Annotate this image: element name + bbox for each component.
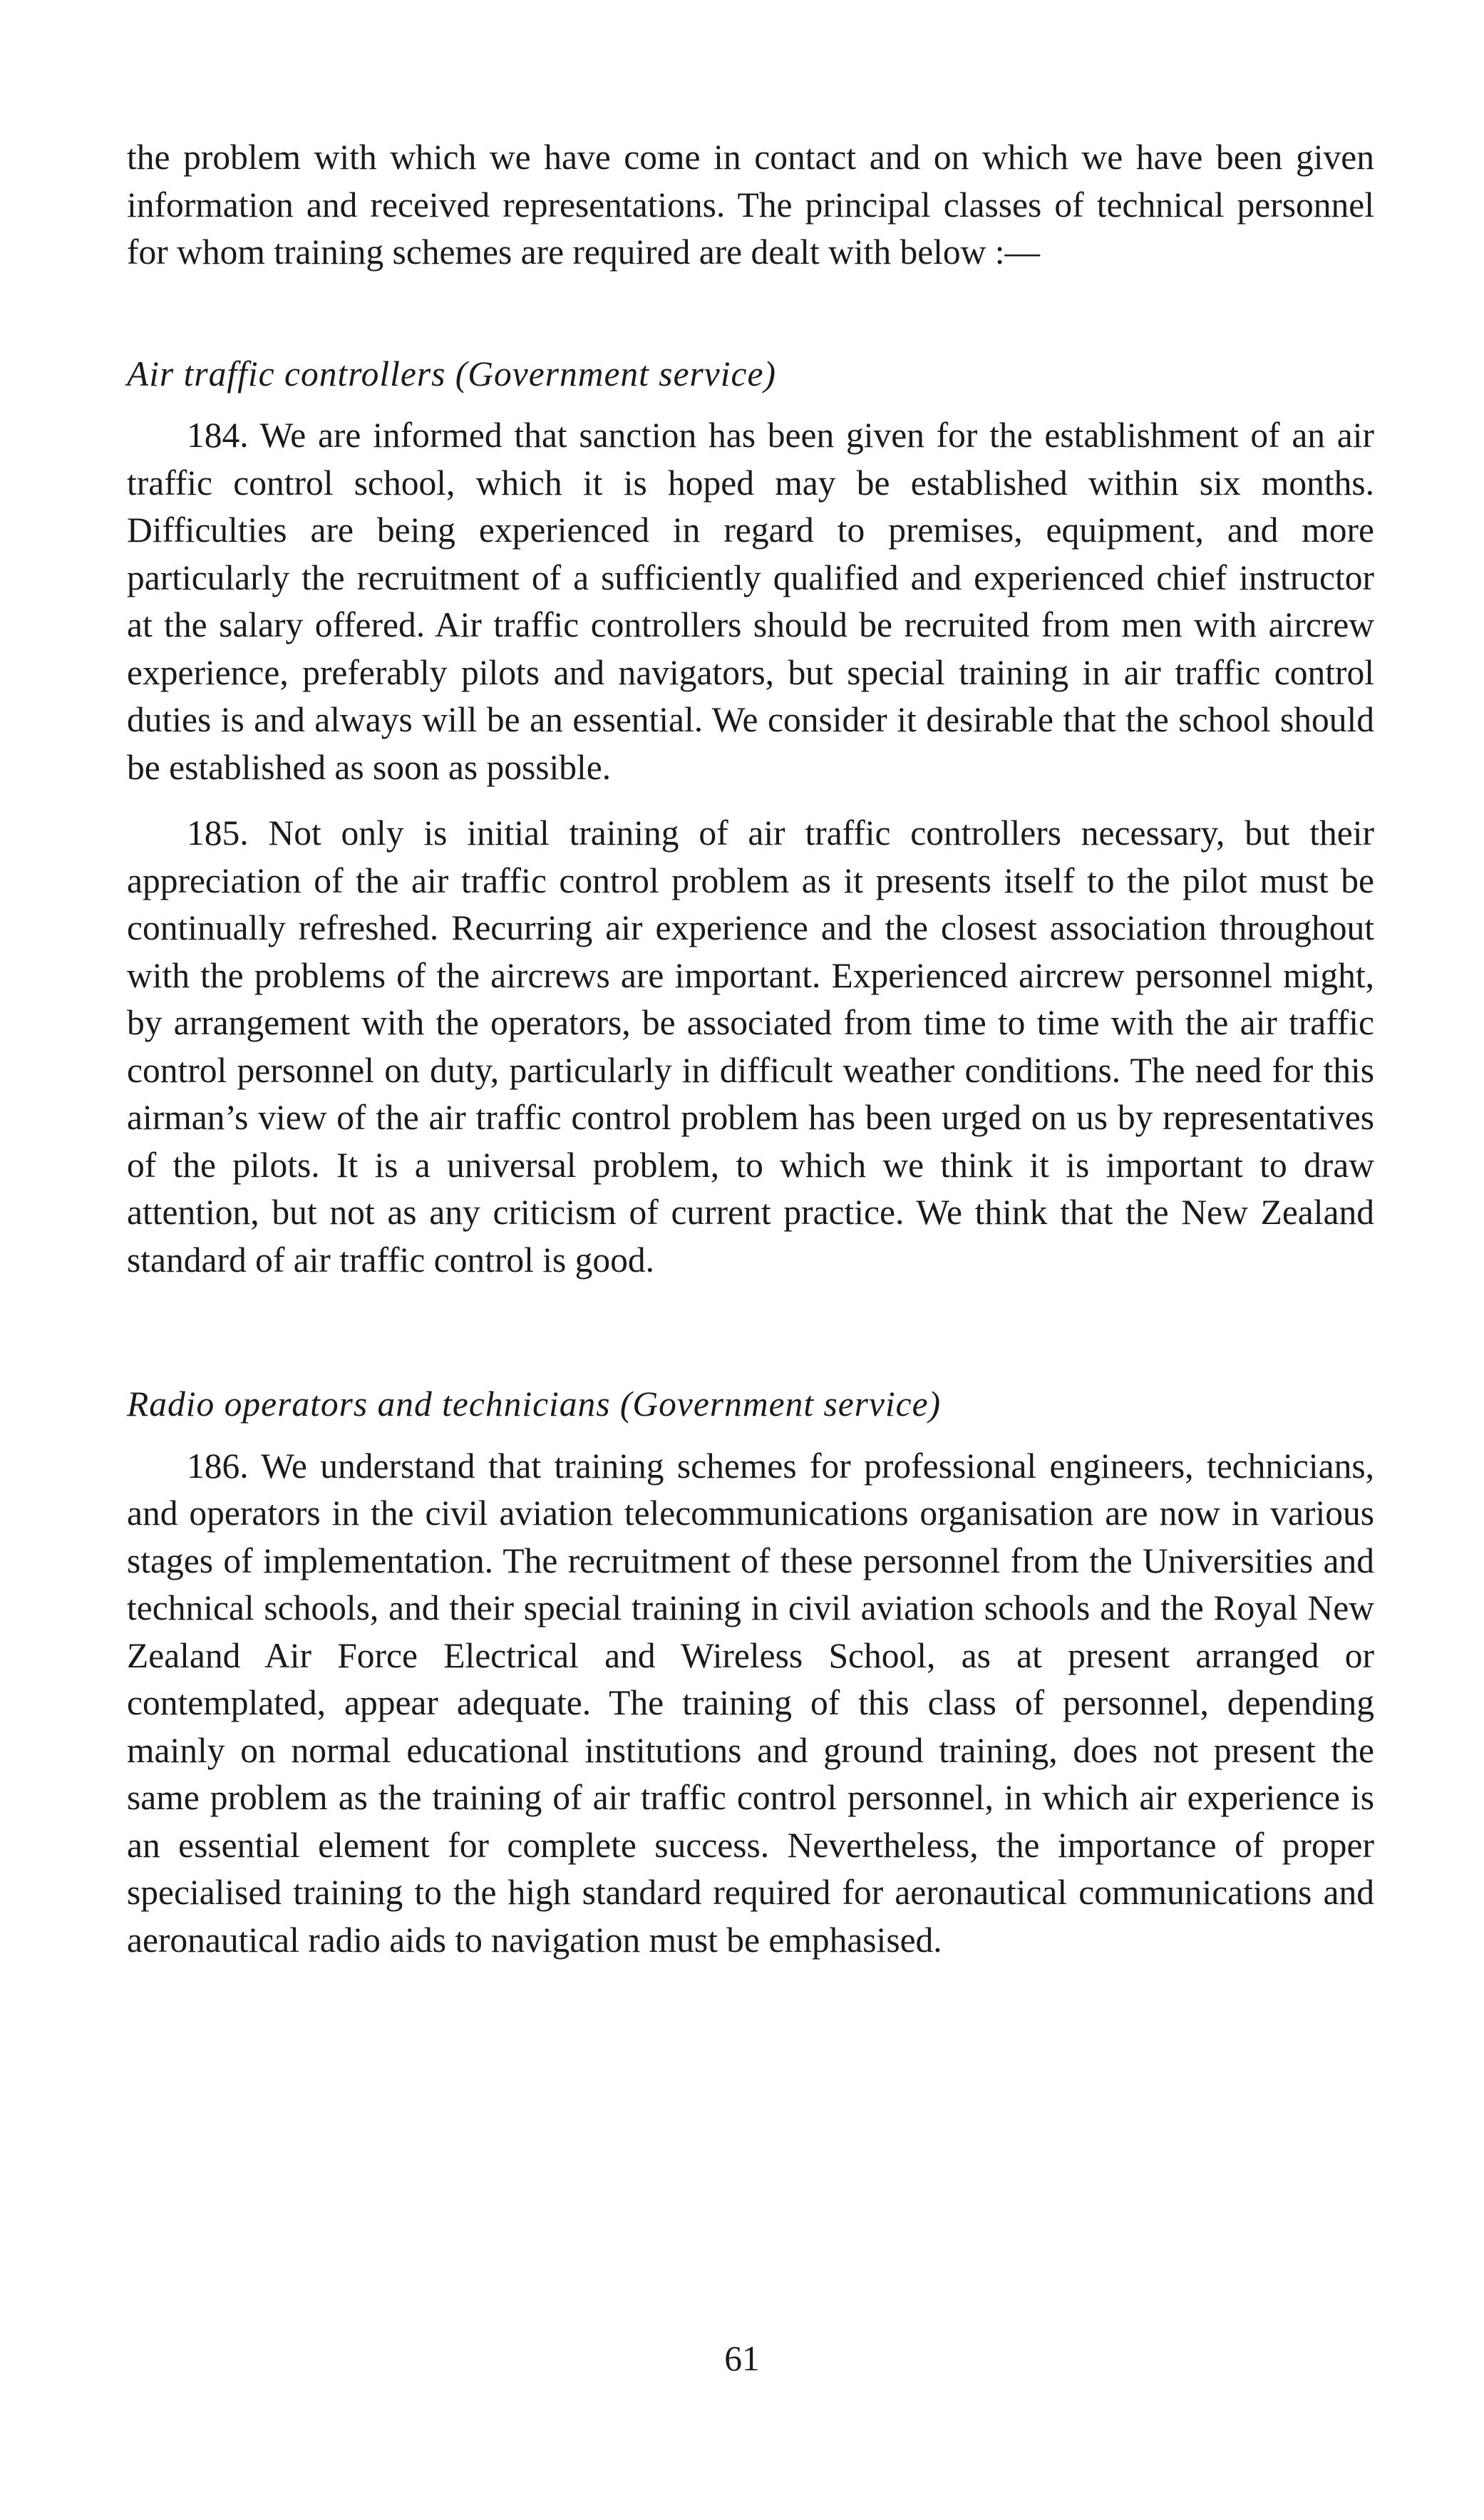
section-heading-radio-operators: Radio operators and technicians (Government service) [127,1384,942,1424]
paragraph-186: 186. We understand that training schemes for professional engineers, technicians, and operators in the civil aviation telecommunications organisation are now in various stages of implementation. The recruitment of these personnel from the Universities and technical schools, and their special training in civil aviation schools and the Royal New Zealand Air Force Electrical and Wireless School, as at present arranged or contemplated, appear adequate. The training of this class of personnel, depending mainly on normal educational institutions and ground training, does not present the same problem as the training of air traffic control personnel, in which air experience is an essential element for complete success. Nevertheless, the importance of proper specialised training to the high standard required for aeronautical communications and aeronautical radio aids to navigation must be emphasised. [127,1446,1374,1960]
page-number: 61 [724,2339,760,2378]
paragraph-184: 184. We are informed that sanction has been given for the establishment of an air traffic control school, which it is hoped may be established within six months. Difficulties are being experienced in regard to premises, equipment, and more particularly the recruitment of a sufficiently qualified and experienced chief instructor at the salary offered. Air traffic controllers should be recruited from men with aircrew experience, preferably pilots and navigators, but special training in air traffic control duties is and always will be an essential. We consider it desirable that the school should be established as soon as possible. [127,416,1374,787]
section-heading-air-traffic-controllers: Air traffic controllers (Government service) [127,354,776,394]
document-page [127,134,1374,1964]
intro-paragraph: the problem with which we have come in contact and on which we have been given information and received representations. The principal classes of technical personnel for whom training schemes are required are dealt with below :— [127,138,1374,272]
paragraph-185: 185. Not only is initial training of air traffic controllers necessary, but their appreciation of the air traffic control problem as it presents itself to the pilot must be continually refreshed. Recurring air experience and the closest association throughout with the problems of the aircrews are important. Experienced aircrew personnel might, by arrangement with the operators, be associated from time to time with the air traffic control personnel on duty, particularly in difficult weather conditions. The need for this airman’s view of the air traffic control problem has been urged on us by representatives of the pilots. It is a universal problem, to which we think it is important to draw attention, but not as any criticism of current practice. We think that the New Zealand standard of air traffic control is good. [127,813,1374,1280]
